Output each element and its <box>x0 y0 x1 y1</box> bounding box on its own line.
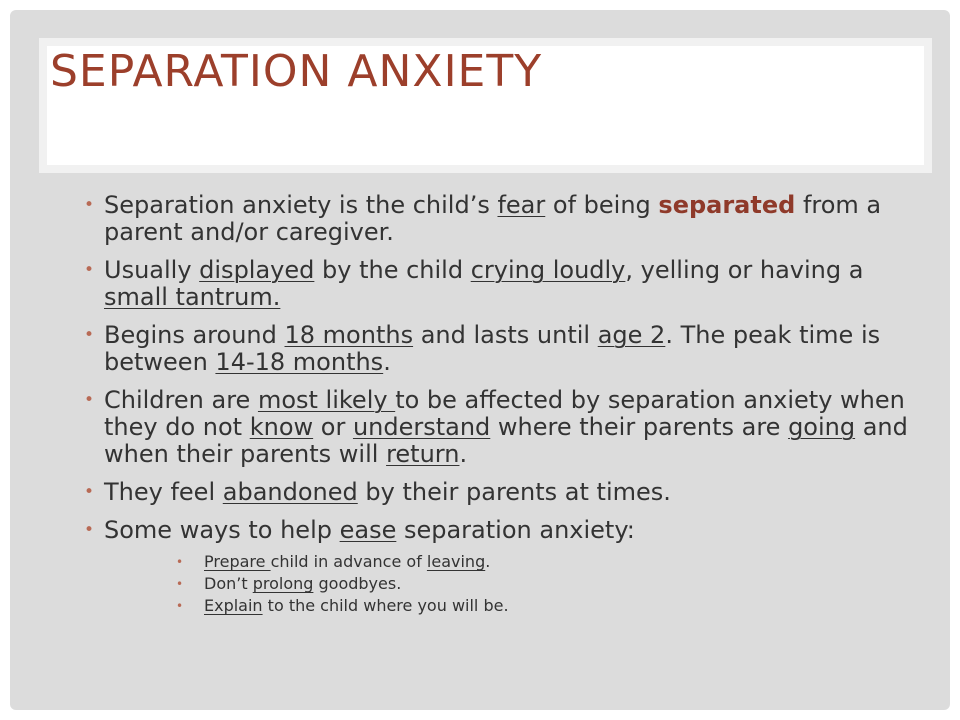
text: where their parents are <box>490 413 789 441</box>
bullet-dot-icon: • <box>176 577 184 591</box>
underlined-text: fear <box>497 191 546 219</box>
text: Separation anxiety is the child’s <box>104 191 498 219</box>
bullet-6 <box>84 517 914 544</box>
text: . <box>485 552 491 571</box>
bullet-dot-icon: • <box>84 260 95 280</box>
text: Some ways to help <box>104 516 340 544</box>
bullet-dot-icon: • <box>176 599 184 613</box>
text: Begins around <box>104 321 285 349</box>
underlined-text: understand <box>352 413 491 441</box>
text: by their parents at times. <box>357 478 671 506</box>
slide-body <box>84 192 914 621</box>
underlined-text: most likely <box>257 386 396 414</box>
text: or <box>313 413 353 441</box>
underlined-text: leaving <box>426 552 486 571</box>
underlined-text: crying loudly <box>470 256 626 284</box>
underlined-text: small tantrum. <box>104 283 281 311</box>
text: . The peak time is between <box>104 321 881 376</box>
underlined-text: displayed <box>199 256 315 284</box>
text: to be affected by separation anxiety when they do not <box>104 386 905 441</box>
text: goodbyes. <box>313 574 402 593</box>
text: They feel <box>104 478 223 506</box>
slide-title: SEPARATION ANXIETY <box>50 46 543 97</box>
sub-bullet-3 <box>84 596 914 616</box>
text: Don’t <box>204 574 253 593</box>
underlined-text: 14-18 months <box>215 348 384 376</box>
underlined-text: ease <box>339 516 397 544</box>
bullet-4 <box>84 387 914 468</box>
sub-bullet-2 <box>84 574 914 594</box>
underlined-text: age 2 <box>597 321 666 349</box>
slide <box>10 10 950 710</box>
underlined-text: going <box>788 413 856 441</box>
bullet-2 <box>84 257 914 311</box>
underlined-text: know <box>249 413 314 441</box>
text: Children are <box>104 386 258 414</box>
underlined-text: prolong <box>252 574 314 593</box>
text: child in advance of <box>270 552 427 571</box>
bullet-dot-icon: • <box>84 482 95 502</box>
bullet-dot-icon: • <box>84 325 95 345</box>
text: separation anxiety: <box>396 516 635 544</box>
highlighted-text: separated <box>658 191 796 219</box>
text: and when their parents will <box>104 413 908 468</box>
underlined-text: Prepare <box>204 552 271 571</box>
text: . <box>383 348 391 376</box>
text: and lasts until <box>413 321 598 349</box>
underlined-text: abandoned <box>222 478 358 506</box>
bullet-1 <box>84 192 914 246</box>
text: . <box>459 440 468 468</box>
bullet-5 <box>84 479 914 506</box>
bullet-dot-icon: • <box>84 520 95 540</box>
text: from a parent and/or caregiver. <box>104 191 882 246</box>
text: , yelling or having a <box>625 256 864 284</box>
underlined-text: return <box>386 440 460 468</box>
sub-bullet-1 <box>84 552 914 572</box>
underlined-text: 18 months <box>284 321 414 349</box>
bullet-dot-icon: • <box>176 555 184 569</box>
bullet-3 <box>84 322 914 376</box>
text: by the child <box>314 256 471 284</box>
bullet-dot-icon: • <box>84 390 95 410</box>
text: of being <box>545 191 659 219</box>
text: to the child where you will be. <box>262 596 509 615</box>
bullet-dot-icon: • <box>84 195 95 215</box>
text: Usually <box>104 256 200 284</box>
underlined-text: Explain <box>204 596 263 615</box>
